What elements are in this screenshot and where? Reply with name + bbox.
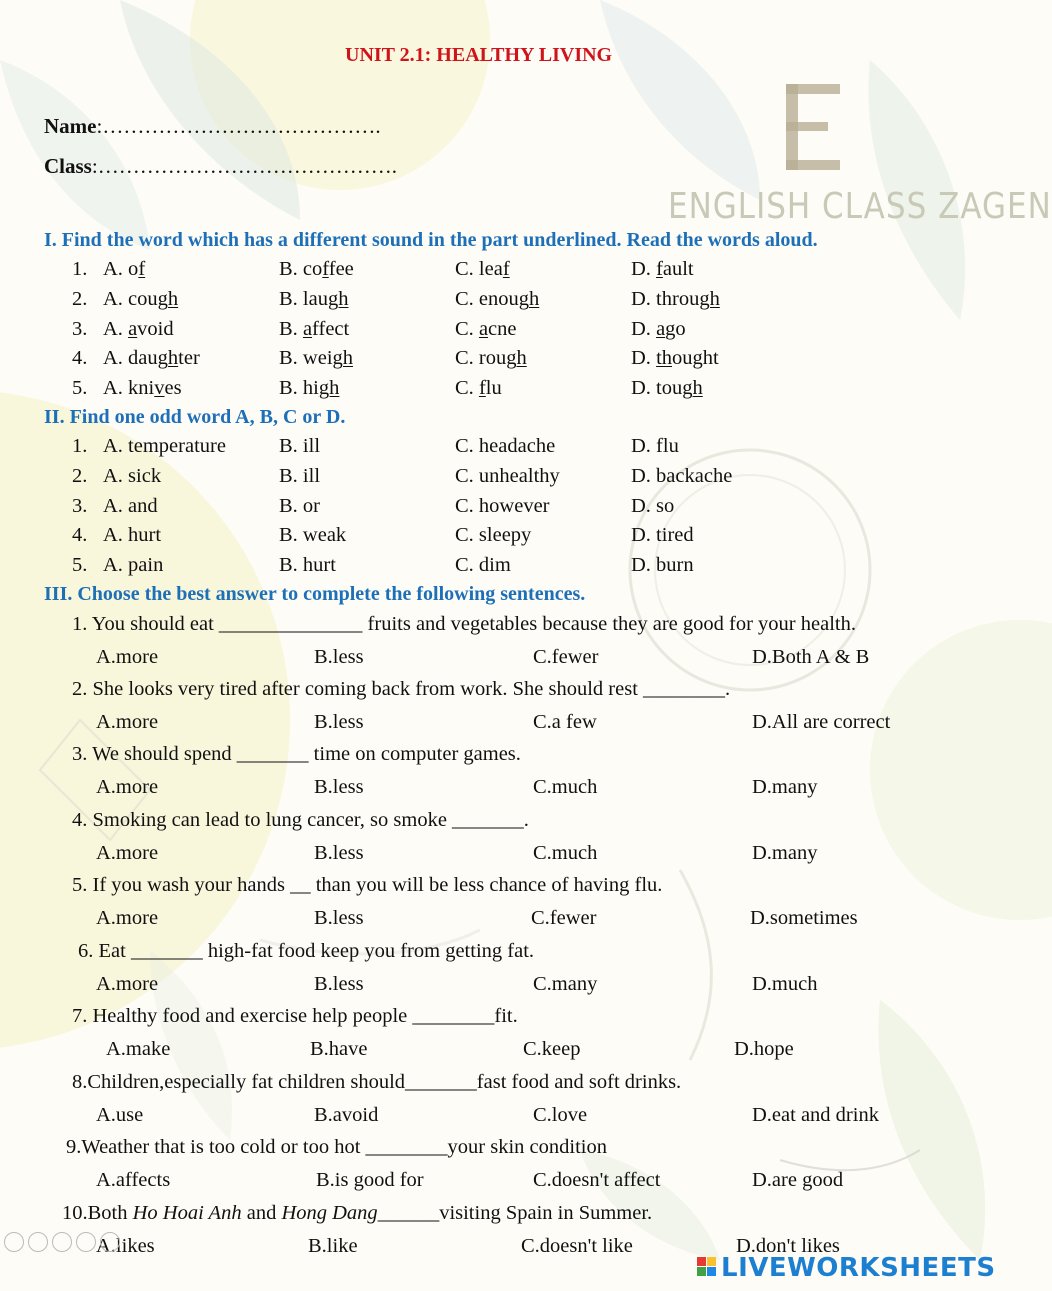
question-text: 8.Children,especially fat children should_______fast food and soft drinks. bbox=[72, 1071, 682, 1093]
option-text: ffect bbox=[312, 318, 350, 340]
item-number: 5. bbox=[72, 377, 88, 399]
question-text: 9.Weather that is too cold or too hot ________your skin condition bbox=[66, 1136, 607, 1158]
option-b[interactable]: B. hurt bbox=[279, 554, 336, 576]
option-text: D. tou bbox=[631, 377, 683, 399]
answer-option-c[interactable]: C.much bbox=[533, 776, 598, 798]
item-number: 4. bbox=[72, 524, 88, 546]
control-circle-icon bbox=[4, 1232, 24, 1252]
underlined-sound: gh bbox=[699, 288, 720, 310]
option-b[interactable] bbox=[279, 377, 339, 400]
option-text: D. bbox=[631, 318, 657, 340]
item-number: 2. bbox=[72, 465, 88, 487]
option-a[interactable] bbox=[103, 377, 182, 400]
option-b[interactable] bbox=[279, 347, 353, 370]
option-d[interactable] bbox=[631, 347, 719, 370]
option-d[interactable] bbox=[631, 288, 720, 311]
answer-option-d[interactable]: D.All are correct bbox=[752, 711, 891, 733]
answer-option-c[interactable]: C.fewer bbox=[533, 646, 599, 668]
underlined-sound: v bbox=[154, 377, 165, 399]
option-c[interactable] bbox=[455, 288, 539, 311]
underlined-sound: a bbox=[656, 318, 666, 340]
option-b[interactable] bbox=[279, 318, 349, 341]
section-3-heading: III. Choose the best answer to complete the following sentences. bbox=[44, 583, 586, 605]
underlined-sound: f bbox=[502, 258, 510, 280]
question-part: 10.Both bbox=[62, 1202, 133, 1224]
option-text: B. co bbox=[279, 258, 323, 280]
option-text: C. bbox=[455, 377, 479, 399]
question-text: 1. You should eat ______________ fruits and vegetables because they are good for your health. bbox=[72, 613, 856, 635]
item-number: 3. bbox=[72, 318, 88, 340]
control-circle-icon bbox=[100, 1232, 120, 1252]
question-text: 6. Eat _______ high-fat food keep you from getting fat. bbox=[78, 940, 535, 962]
answer-option-a[interactable]: A.affects bbox=[96, 1169, 171, 1191]
question-text: 4. Smoking can lead to lung cancer, so smoke _______. bbox=[72, 809, 529, 831]
class-field bbox=[44, 154, 397, 179]
option-c[interactable]: C. headache bbox=[455, 435, 556, 457]
option-a[interactable]: A. hurt bbox=[103, 524, 162, 546]
liveworksheets-text: LIVEWORKSHEETS bbox=[721, 1253, 996, 1283]
logo-square-icon bbox=[707, 1257, 716, 1266]
option-b[interactable] bbox=[279, 258, 354, 281]
item-number: 5. bbox=[72, 554, 88, 576]
option-text: A. o bbox=[103, 258, 139, 280]
option-text: B. lau bbox=[279, 288, 328, 310]
answer-option-b[interactable]: B.less bbox=[314, 776, 364, 798]
option-text: ought bbox=[672, 347, 719, 369]
option-text: fee bbox=[328, 258, 354, 280]
answer-option-d[interactable]: D.sometimes bbox=[750, 907, 858, 929]
question-text bbox=[62, 1202, 652, 1225]
answer-option-c[interactable]: C.many bbox=[533, 973, 598, 995]
underlined-sound: gh bbox=[318, 377, 340, 399]
option-a[interactable] bbox=[103, 288, 178, 311]
option-d[interactable] bbox=[631, 258, 694, 281]
page-title: UNIT 2.1: HEALTHY LIVING bbox=[345, 44, 613, 66]
option-text: D. bbox=[631, 258, 657, 280]
option-b[interactable]: B. ill bbox=[279, 435, 321, 457]
control-circle-icon bbox=[52, 1232, 72, 1252]
option-c[interactable] bbox=[455, 318, 517, 341]
person-name: Hong Dang bbox=[281, 1202, 378, 1224]
option-c[interactable]: C. sleepy bbox=[455, 524, 532, 546]
section-1-heading: I. Find the word which has a different sound in the part underlined. Read the words aloud. bbox=[44, 229, 818, 251]
answer-option-d[interactable]: D.Both A & B bbox=[752, 646, 870, 668]
option-text: A. bbox=[103, 318, 129, 340]
option-text: lu bbox=[485, 377, 502, 399]
option-text: es bbox=[164, 377, 182, 399]
logo-square-icon bbox=[707, 1267, 716, 1276]
item-number: 2. bbox=[72, 288, 88, 310]
logo-square-icon bbox=[697, 1257, 706, 1266]
option-text: C. enou bbox=[455, 288, 519, 310]
answer-option-a[interactable]: A.likes bbox=[96, 1235, 155, 1257]
underlined-sound: gh bbox=[157, 347, 179, 369]
underlined-sound: a bbox=[478, 318, 489, 340]
option-text: B. wei bbox=[279, 347, 333, 369]
option-text: go bbox=[665, 318, 686, 340]
answer-option-c[interactable]: C.keep bbox=[523, 1038, 581, 1060]
answer-option-d[interactable]: D.many bbox=[752, 842, 818, 864]
answer-option-a[interactable]: A.more bbox=[96, 973, 159, 995]
underlined-sound: f bbox=[478, 377, 486, 399]
option-c[interactable]: C. however bbox=[455, 495, 550, 517]
underlined-sound: gh bbox=[506, 347, 527, 369]
option-a[interactable]: A. sick bbox=[103, 465, 162, 487]
underlined-sound: gh bbox=[518, 288, 540, 310]
name-field bbox=[44, 114, 381, 139]
option-c[interactable]: C. dim bbox=[455, 554, 511, 576]
answer-option-d[interactable]: D.eat and drink bbox=[752, 1104, 879, 1126]
brand-logo-icon bbox=[782, 80, 844, 174]
option-b[interactable]: B. ill bbox=[279, 465, 321, 487]
option-b[interactable]: B. weak bbox=[279, 524, 347, 546]
answer-option-a[interactable]: A.use bbox=[96, 1104, 144, 1126]
answer-option-d[interactable]: D.much bbox=[752, 973, 818, 995]
option-text: C. lea bbox=[455, 258, 503, 280]
section-2-heading: II. Find one odd word A, B, C or D. bbox=[44, 406, 346, 428]
option-a[interactable] bbox=[103, 258, 145, 281]
answer-option-c[interactable]: C.a few bbox=[533, 711, 597, 733]
item-number: 4. bbox=[72, 347, 88, 369]
option-a[interactable]: A. pain bbox=[103, 554, 164, 576]
control-circle-icon bbox=[76, 1232, 96, 1252]
option-b[interactable]: B. or bbox=[279, 495, 320, 517]
underlined-sound: f bbox=[322, 258, 329, 280]
option-c[interactable]: C. unhealthy bbox=[455, 465, 560, 487]
answer-option-c[interactable]: C.much bbox=[533, 842, 598, 864]
option-d[interactable]: D. so bbox=[631, 495, 675, 517]
underlined-sound: f bbox=[656, 258, 663, 280]
answer-option-b[interactable]: B.less bbox=[314, 711, 364, 733]
underlined-sound: gh bbox=[682, 377, 703, 399]
underlined-sound: th bbox=[656, 347, 673, 369]
item-number: 1. bbox=[72, 258, 88, 280]
option-a[interactable]: A. and bbox=[103, 495, 158, 517]
answer-option-b[interactable]: B.like bbox=[308, 1235, 358, 1257]
option-text: C. bbox=[455, 318, 479, 340]
option-a[interactable]: A. temperature bbox=[103, 435, 226, 457]
answer-option-a[interactable]: A.more bbox=[96, 842, 159, 864]
answer-option-a[interactable]: A.more bbox=[96, 776, 159, 798]
answer-option-a[interactable]: A.make bbox=[106, 1038, 171, 1060]
name-dots: :…………………………………. bbox=[96, 114, 381, 138]
option-text: D. bbox=[631, 347, 657, 369]
answer-option-d[interactable]: D.many bbox=[752, 776, 818, 798]
answer-option-b[interactable]: B.have bbox=[310, 1038, 368, 1060]
option-d[interactable] bbox=[631, 377, 703, 400]
item-number: 1. bbox=[72, 435, 88, 457]
question-part: and bbox=[241, 1202, 282, 1224]
underlined-sound: gh bbox=[157, 288, 179, 310]
underlined-sound: a bbox=[302, 318, 313, 340]
question-text: 3. We should spend _______ time on computer games. bbox=[72, 743, 521, 765]
option-text: B. bbox=[279, 318, 303, 340]
answer-option-d[interactable]: D.don't likes bbox=[736, 1235, 840, 1257]
option-text: D. throu bbox=[631, 288, 700, 310]
name-label: Name bbox=[44, 114, 97, 138]
underlined-sound: gh bbox=[327, 288, 349, 310]
answer-option-b[interactable]: B.less bbox=[314, 646, 364, 668]
option-d[interactable]: D. burn bbox=[631, 554, 694, 576]
answer-option-c[interactable]: C.fewer bbox=[531, 907, 597, 929]
item-number: 3. bbox=[72, 495, 88, 517]
underlined-sound: gh bbox=[332, 347, 354, 369]
option-a[interactable] bbox=[103, 347, 200, 370]
answer-option-c[interactable]: C.doesn't like bbox=[521, 1235, 633, 1257]
answer-option-b[interactable]: B.less bbox=[314, 842, 364, 864]
option-text: A. dau bbox=[103, 347, 158, 369]
option-c[interactable] bbox=[455, 258, 510, 281]
brand-name: ENGLISH CLASS ZAGEN bbox=[668, 186, 1052, 228]
control-circle-icon bbox=[28, 1232, 48, 1252]
option-c[interactable] bbox=[455, 347, 527, 370]
person-name: Ho Hoai Anh bbox=[132, 1202, 242, 1224]
option-d[interactable]: D. backache bbox=[631, 465, 733, 487]
question-text: 5. If you wash your hands __ than you will be less chance of having flu. bbox=[72, 874, 663, 896]
answer-option-d[interactable]: D.hope bbox=[734, 1038, 794, 1060]
answer-option-a[interactable]: A.more bbox=[96, 646, 159, 668]
option-d[interactable] bbox=[631, 318, 686, 341]
option-text: B. hi bbox=[279, 377, 319, 399]
answer-option-b[interactable]: B.avoid bbox=[314, 1104, 379, 1126]
underlined-sound: a bbox=[128, 318, 138, 340]
logo-square-icon bbox=[697, 1267, 706, 1276]
option-text: ter bbox=[178, 347, 200, 369]
question-part: ______visiting Spain in Summer. bbox=[377, 1202, 653, 1224]
option-d[interactable]: D. flu bbox=[631, 435, 679, 457]
option-text: ault bbox=[662, 258, 694, 280]
option-text: C. rou bbox=[455, 347, 507, 369]
answer-option-c[interactable]: C.doesn't affect bbox=[533, 1169, 661, 1191]
answer-option-c[interactable]: C.love bbox=[533, 1104, 588, 1126]
answer-option-a[interactable]: A.more bbox=[96, 907, 159, 929]
answer-option-a[interactable]: A.more bbox=[96, 711, 159, 733]
underlined-sound: f bbox=[138, 258, 146, 280]
option-text: A. kni bbox=[103, 377, 155, 399]
question-text: 2. She looks very tired after coming back from work. She should rest ________. bbox=[72, 678, 731, 700]
question-text: 7. Healthy food and exercise help people ________fit. bbox=[72, 1005, 518, 1027]
option-c[interactable] bbox=[455, 377, 502, 400]
answer-option-b[interactable]: B.less bbox=[314, 907, 364, 929]
option-b[interactable] bbox=[279, 288, 348, 311]
answer-option-d[interactable]: D.are good bbox=[752, 1169, 844, 1191]
option-d[interactable]: D. tired bbox=[631, 524, 694, 546]
option-text: cne bbox=[488, 318, 517, 340]
option-text: void bbox=[137, 318, 174, 340]
option-text: A. cou bbox=[103, 288, 158, 310]
class-dots: :……………………………………. bbox=[91, 154, 397, 178]
answer-option-b[interactable]: B.is good for bbox=[316, 1169, 424, 1191]
option-a[interactable] bbox=[103, 318, 174, 341]
class-label: Class bbox=[44, 154, 92, 178]
answer-option-b[interactable]: B.less bbox=[314, 973, 364, 995]
